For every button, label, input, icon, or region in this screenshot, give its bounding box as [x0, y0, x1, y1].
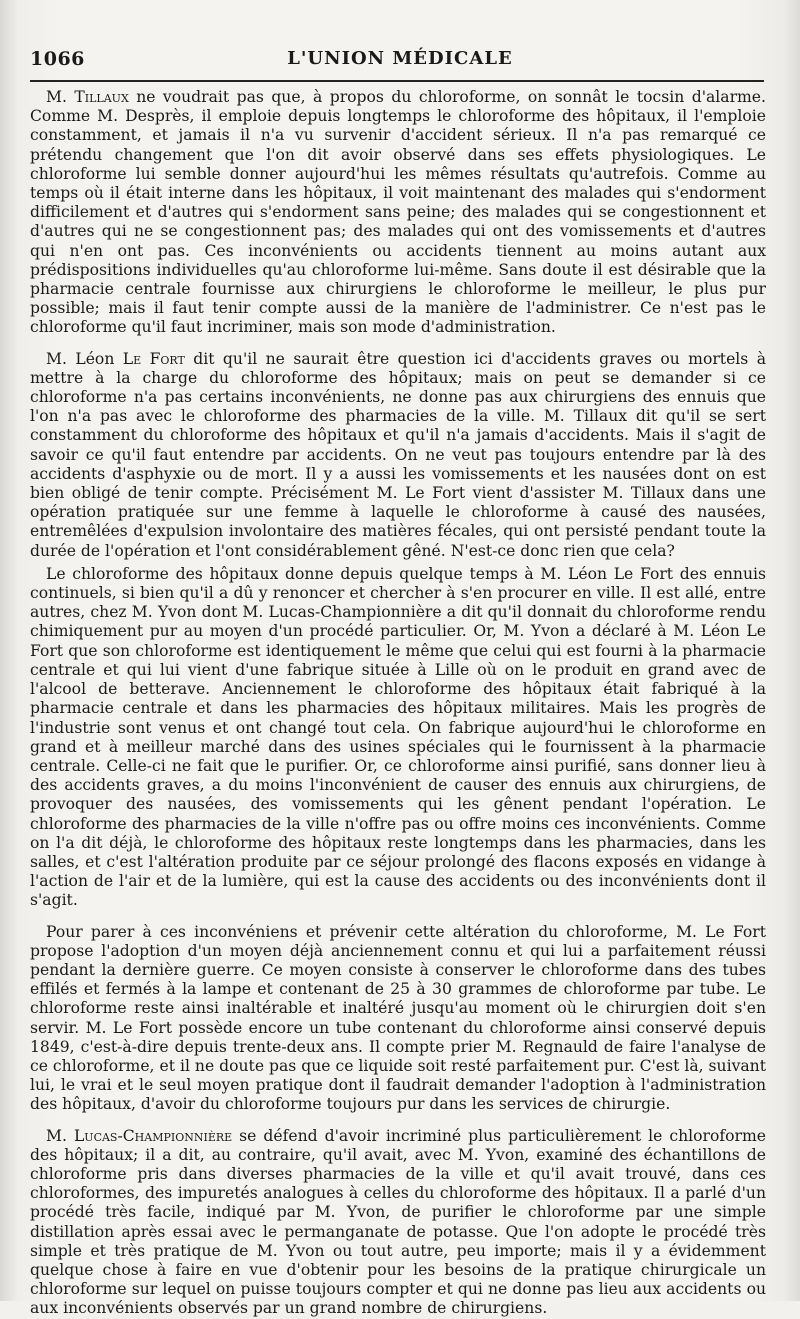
header-rule — [30, 80, 764, 82]
journal-title: L'UNION MÉDICALE — [287, 48, 513, 69]
paragraph-text: dit qu'il ne saurait être question ici d'accidents graves ou mortels à mettre à la charge du chloroforme des hôpitaux; mais on peut se demander si ce chloroforme n'a pas certains inconvénients, ne donne pas aux chirurgiens des ennuis que l'on n'a pas avec le chloroforme des pharmacies de la ville. M. Tillaux dit qu'il se sert constamment du chloroforme des hôpitaux et qu'il n'a jamais d'accidents. Mais il s'agit de savoir ce qu'il faut entendre par accidents. On ne veut pas toujours entendre par là des accidents d'asphyxie ou de mort. Il y a aussi les vomissements et les nausées dont on est bien obligé de tenir compte. Précisément M. Le Fort vient d'assister M. Tillaux dans une opération pratiquée sur une femme à laquelle le chloroforme à causé des nausées, entremêlées d'expulsion involontaire des matières fécales, qui ont persisté pendant toute la durée de l'opération et l'ont considérablement gêné. N'est-ce donc rien que cela? — [30, 349, 767, 560]
paragraph-text: se défend d'avoir incriminé plus particulièrement le chloroforme des hôpitaux; il a dit, au contraire, qu'il avait, avec M. Yvon, examiné des échantillons de chloroforme pris dans diverses pharmacies de la ville et qu'il avait trouvé, dans ces chloroformes, des impuretés analogues à celles du chloroforme des hôpitaux. Il a parlé d'un procédé très facile, indiqué par M. Yvon, de purifier le chloroforme par une simple distillation après essai avec le permanganate de potasse. Que l'on adopte le procédé très simple et très pratique de M. Yvon ou tout autre, peu importe; mais il y a évidemment quelque chose à faire en vue d'obtenir pour les besoins de la pratique chirurgicale un chloroforme sur lequel on puisse toujours compter et qui ne donne pas lieu aux accidents ou aux inconvénients observés par un grand nombre de chirurgiens. — [30, 1126, 766, 1318]
paragraph-text: Le chloroforme des hôpitaux donne depuis quelque temps à M. Léon Le Fort des ennuis continuels, si bien qu'il a dû y renoncer et chercher à s'en procurer en ville. Il est allé, entre autres, chez M. Yvon dont M. Lucas-Championnière a dit qu'il donnait du chloroforme rendu chimiquement pur au moyen d'un procédé particulier. Or, M. Yvon a déclaré à M. Léon Le Fort que son chloroforme est identiquement le même que celui qui est fourni à la pharmacie centrale et qui lui vient d'une fabrique située à Lille où on le produit en grand avec de l'alcool de betterave. Anciennement le chloroforme des hôpitaux était fabriqué à la pharmacie centrale et dans les pharmacies des hôpitaux militaires. Mais les progrès de l'industrie sont venus et ont changé tout cela. On fabrique aujourd'hui le chloroforme en grand et à meilleur marché dans des usines spéciales qui le fournissent à la pharmacie centrale. Celle-ci ne fait que le purifier. Or, ce chloroforme ainsi purifié, sans donner lieu à des accidents graves, a du moins l'inconvénient de causer des ennuis aux chirurgiens, de provoquer des nausées, des vomissements qui les gênent pendant l'opération. Le chloroforme des pharmacies de la ville n'offre pas ou offre moins ces inconvénients. Comme on l'a dit déjà, le chloroforme des hôpitaux reste longtemps dans les pharmacies, dans les salles, et c'est l'altération produite par ce séjour prolongé des flacons exposés en vidange à l'action de l'air et de la lumière, qui est la cause des accidents ou des inconvénients dont il s'agit. — [30, 564, 766, 910]
paragraph-intro: M. — [46, 1126, 74, 1145]
speaker-name: Tillaux — [74, 88, 129, 106]
paragraph-tubes-effiles — [30, 923, 766, 1115]
paragraph-intro: M. Léon — [46, 349, 123, 368]
paragraph-tillaux — [30, 88, 766, 338]
page-number: 1066 — [30, 48, 85, 70]
paragraph-text: Pour parer à ces inconvéniens et prévenir cette altération du chloroforme, M. Le Fort propose l'adoption d'un moyen déjà anciennement connu et qui lui a parfaitement réussi pendant la dernière guerre. Ce moyen consiste à conserver le chloroforme dans des tubes effilés et fermés à la lampe et contenant de 25 à 30 grammes de chloroforme par tube. Le chloroforme reste ainsi inaltérable et inaltéré jusqu'au moment où le chirurgien doit s'en servir. M. Le Fort possède encore un tube contenant du chloroforme ainsi conservé depuis 1849, c'est-à-dire depuis trente-deux ans. Il compte prier M. Regnauld de faire l'analyse de ce chloroforme, et il ne doute pas que ce liquide soit resté parfaitement pur. C'est là, suivant lui, le vrai et le seul moyen pratique dont il faudrait demander l'adoption à l'administration des hôpitaux, d'avoir du chloroforme toujours pur dans les services de chirurgie. — [30, 922, 766, 1114]
paragraph-chloroforme-hopitaux — [30, 565, 766, 911]
paragraph-intro: M. — [46, 88, 75, 106]
article-body — [30, 88, 766, 1319]
paragraph-le-fort — [30, 350, 766, 561]
paragraph-lucas-championniere — [30, 1127, 766, 1319]
paragraph-text: ne voudrait pas que, à propos du chloroforme, on sonnât le tocsin d'alarme. Comme M. Desprès, il emploie depuis longtemps le chloroforme des hôpitaux, il l'emploie constamment, et jamais il n'a vu survenir d'accident sérieux. Il n'a pas remarqué ce prétendu changement que l'on dit avoir observé dans ses effets physiologiques. Le chloroforme lui semble donner aujourd'hui les mêmes résultats qu'autrefois. Comme au temps où il était interne dans les hôpitaux, il voit maintenant des malades qui s'endorment difficilement et d'autres qui s'endorment sans peine; des malades qui se congestionnent et d'autres qui ne se congestionnent pas; des malades qui ont des vomissements et d'autres qui n'en ont pas. Ces inconvénients ou accidents tiennent au moins autant aux prédispositions individuelles qu'au chloroforme lui-même. Sans doute il est désirable que la pharmacie centrale fournisse aux chirurgiens le chloroforme le meilleur, le plus pur possible; mais il faut tenir compte aussi de la manière de l'administrer. Ce n'est pas le chloroforme qu'il faut incriminer, mais son mode d'administration. — [30, 88, 766, 337]
running-header — [30, 42, 770, 82]
speaker-name: Le Fort — [122, 349, 185, 368]
speaker-name: Lucas-Championnière — [73, 1126, 233, 1145]
